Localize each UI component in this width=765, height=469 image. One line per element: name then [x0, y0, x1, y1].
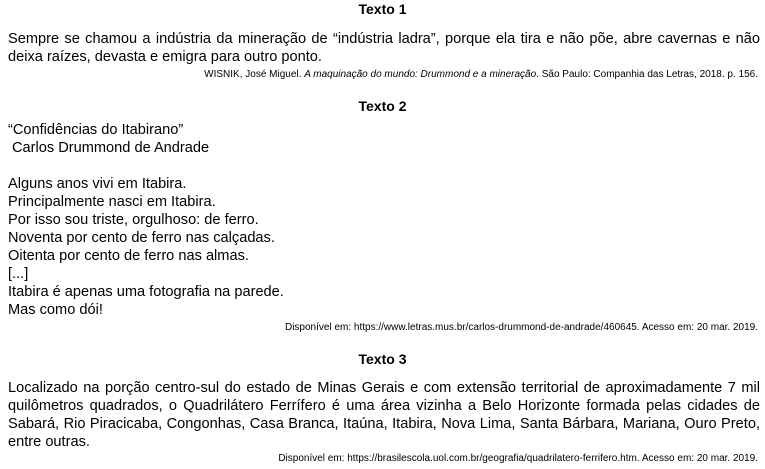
texto2-source: Disponível em: https://www.letras.mus.br/carlos-drummond-de-andrade/460645. Acesso em: 20 mar. 2019. [284, 322, 758, 333]
texto2-poem [8, 121, 708, 319]
poem-line: Por isso sou triste, orgulhoso: de ferro. [8, 212, 259, 228]
poem-title: “Confidências do Itabirano” [8, 122, 184, 138]
texto1-heading: Texto 1 [358, 1, 407, 17]
poem-spacer [8, 157, 708, 175]
texto3-source: Disponível em: https://brasilescola.uol.com.br/geografia/quadrilatero-ferrifero.htm. Acesso em: 20 mar. 2019. [278, 453, 758, 464]
poem-line: Noventa por cento de ferro nas calçadas. [8, 230, 275, 246]
poem-author: Carlos Drummond de Andrade [12, 140, 210, 156]
texto1-source-rest: . São Paulo: Companhia das Letras, 2018. p. 156. [536, 69, 758, 80]
texto3-heading: Texto 3 [358, 351, 407, 367]
poem-line: [...] [8, 266, 29, 282]
poem-line: Oitenta por cento de ferro nas almas. [8, 248, 249, 264]
texto1-paragraph: Sempre se chamou a indústria da mineração de “indústria ladra”, porque ela tira e não põe, abre cavernas e não deixa raízes, devasta e emigra para outro ponto. [8, 31, 760, 65]
poem-line: Principalmente nasci em Itabira. [8, 194, 216, 210]
texto1-source-title: A maquinação do mundo: Drummond e a mineração [304, 69, 537, 80]
texto1-source-author: WISNIK, José Miguel. [204, 69, 302, 80]
texto3-paragraph: Localizado na porção centro-sul do estado de Minas Gerais e com extensão territorial de aproximadamente 7 mil quilômetros quadrados, o Quadrilátero Ferrífero é uma área vizinha a Belo Horizonte formada pelas cidades de Sabará, Rio Piracicaba, Congonhas, Casa Branca, Itaúna, Itabira, Nova Lima, Santa Bárbara, Mariana, Ouro Preto, entre outras. [8, 380, 760, 450]
texto2-heading: Texto 2 [358, 98, 407, 114]
poem-line: Alguns anos vivi em Itabira. [8, 176, 187, 192]
poem-line: Itabira é apenas uma fotografia na parede. [8, 284, 284, 300]
poem-line: Mas como dói! [8, 302, 103, 318]
texto1-source [204, 68, 758, 81]
